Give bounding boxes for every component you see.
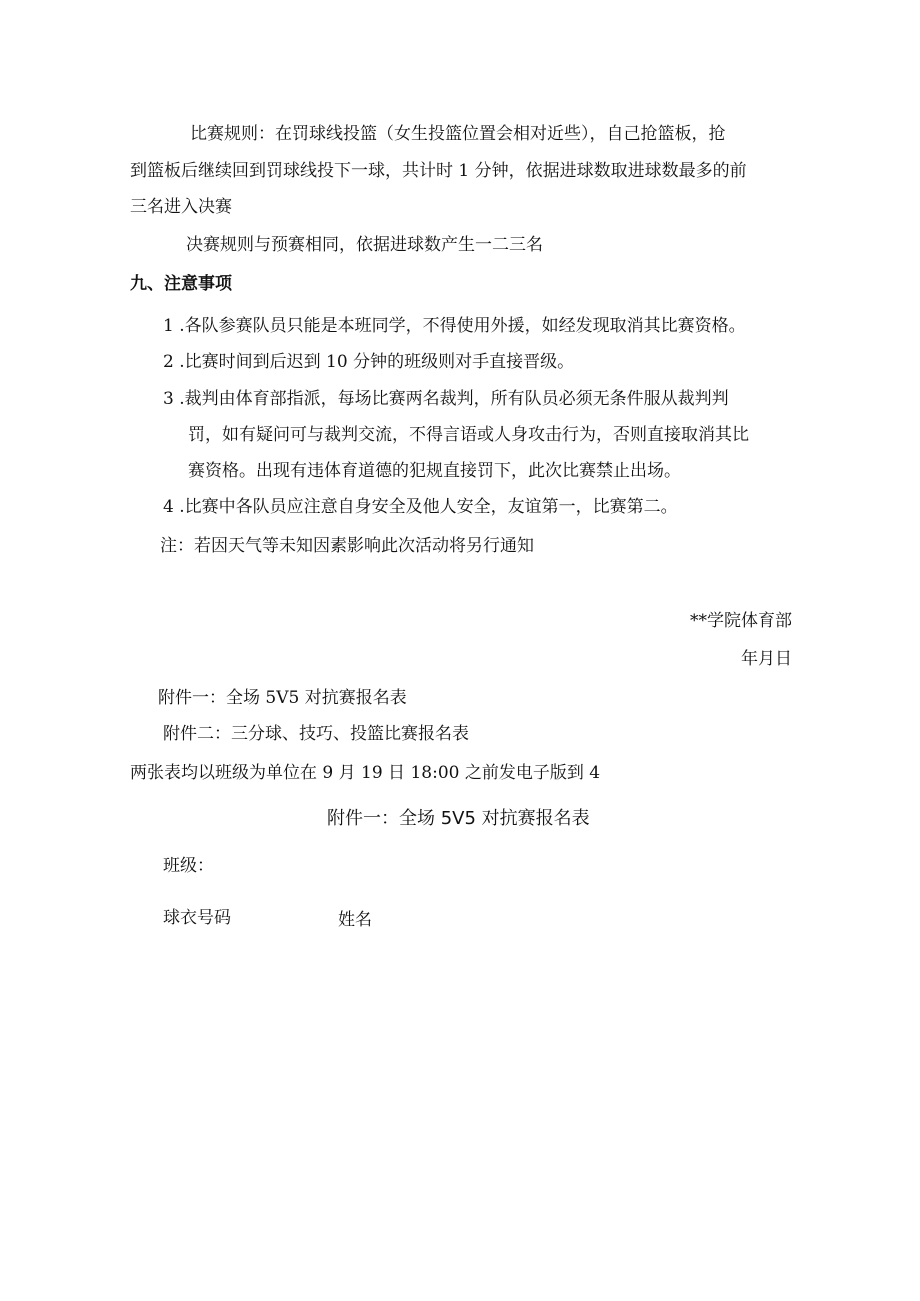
deadline-note: 两张表均以班级为单位在 9 月 19 日 18:00 之前发电子版到 4 — [130, 763, 601, 783]
name-header: 姓名 — [338, 910, 372, 930]
note-num-4: 4 — [163, 497, 174, 517]
attachment-one: 附件一：全场 5V5 对抗赛报名表 — [158, 688, 407, 708]
note-item-1 — [163, 315, 746, 337]
rules-text-a: 比赛规则：在罚球线投篮 — [190, 124, 377, 144]
note-text-4: .比赛中各队员应注意自身安全及他人安全，友谊第一，比赛第二。 — [179, 497, 678, 517]
form-title: 附件一：全场 5V5 对抗赛报名表 — [327, 808, 590, 829]
rules-line-3: 三名进入决赛 — [130, 197, 232, 217]
weather-note: 注：若因天气等未知因素影响此次活动将另行通知 — [160, 536, 534, 556]
note-item-2 — [163, 351, 574, 373]
note-item-3-cont-2: 赛资格。出现有违体育道德的犯规直接罚下，此次比赛禁止出场。 — [188, 461, 681, 481]
note-num-1: 1 — [163, 316, 174, 336]
note-item-3-cont-1: 罚，如有疑问可与裁判交流，不得言语或人身攻击行为，否则直接取消其比 — [188, 425, 749, 445]
class-label: 班级： — [163, 856, 214, 876]
attachment-two: 附件二：三分球、技巧、投篮比赛报名表 — [163, 724, 469, 744]
note-item-3 — [163, 388, 729, 410]
rules-line-1 — [190, 123, 726, 145]
note-num-3: 3 — [163, 389, 174, 409]
note-num-2: 2 — [163, 352, 174, 372]
note-text-3: .裁判由体育部指派，每场比赛两名裁判，所有队员必须无条件服从裁判判 — [179, 389, 729, 409]
final-rules: 决赛规则与预赛相同，依据进球数产生一二三名 — [186, 235, 543, 255]
jersey-number-header: 球衣号码 — [163, 908, 231, 928]
signature-date: 年月日 — [741, 649, 792, 669]
rules-line-2: 到篮板后继续回到罚球线投下一球，共计时 1 分钟，依据进球数取进球数最多的前 — [130, 161, 747, 181]
signature-dept: **学院体育部 — [690, 611, 792, 631]
note-item-4 — [163, 496, 678, 518]
notes-heading: 九、注意事项 — [130, 274, 232, 294]
note-text-2: .比赛时间到后迟到 10 分钟的班级则对手直接晋级。 — [179, 352, 575, 372]
rules-text-c: ，自己抢篮板，抢 — [589, 124, 726, 144]
note-text-1: .各队参赛队员只能是本班同学，不得使用外援，如经发现取消其比赛资格。 — [179, 316, 746, 336]
rules-text-b: （女生投篮位置会相对近些） — [377, 124, 590, 144]
